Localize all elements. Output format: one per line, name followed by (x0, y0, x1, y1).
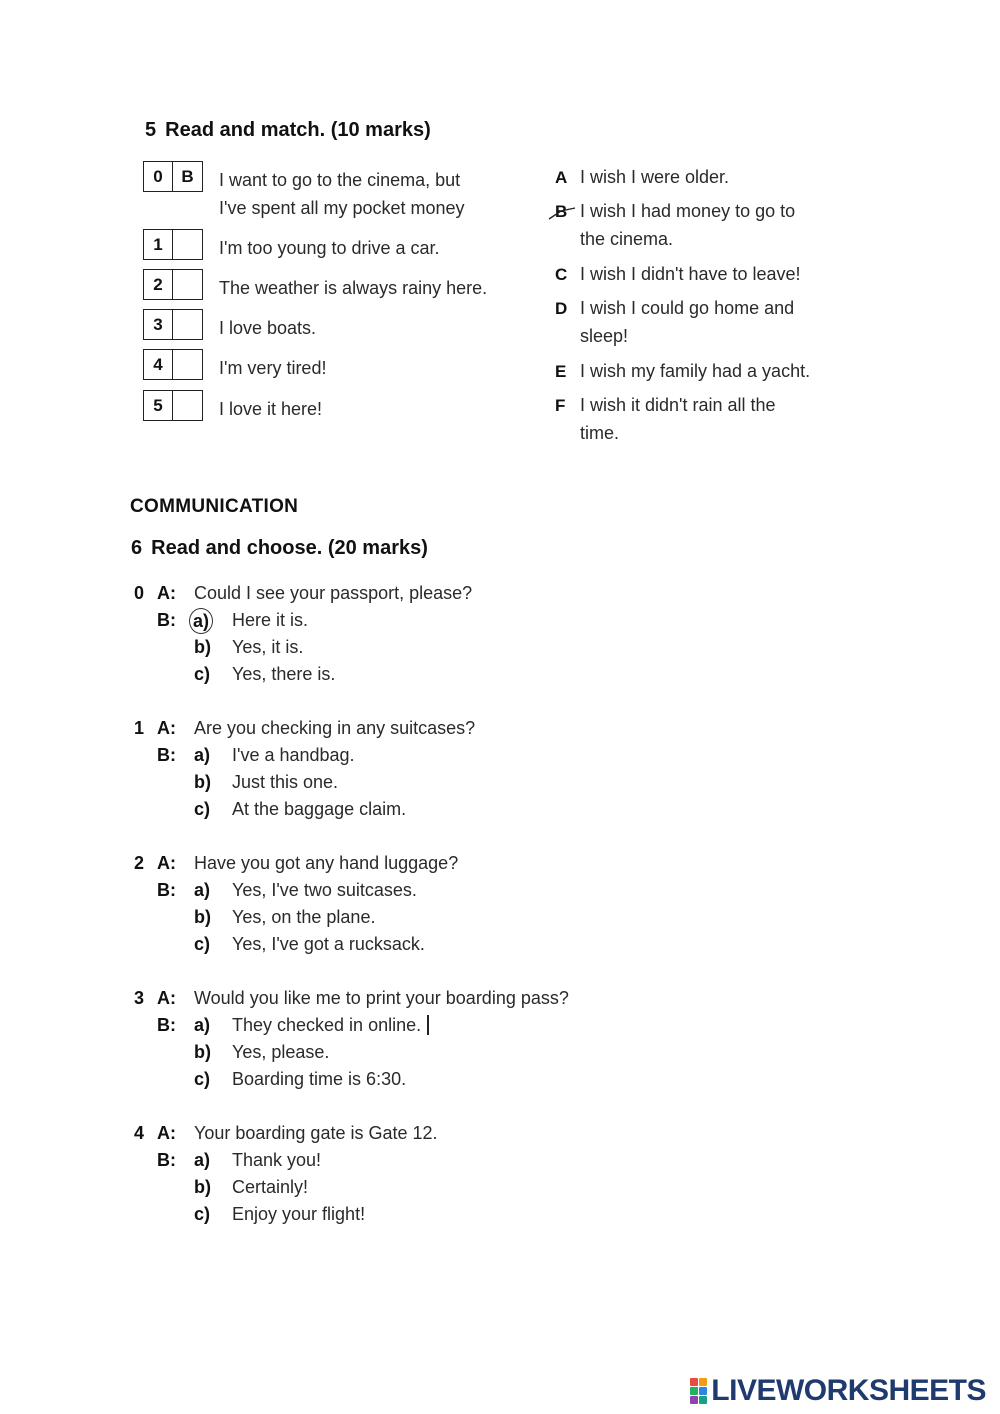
question-prompt: Could I see your passport, please? (194, 583, 473, 603)
option-text-c (580, 260, 840, 288)
answer-input-2[interactable] (173, 270, 202, 299)
choice-text: Here it is. (232, 610, 309, 630)
answer-box-3 (143, 309, 203, 340)
choice-2-b[interactable]: b) (194, 907, 211, 927)
answer-input-4[interactable] (173, 350, 202, 379)
answer-box-1 (143, 229, 203, 260)
logo-square (690, 1396, 698, 1404)
answer-box-number: 3 (144, 310, 173, 339)
answer-box-5 (143, 390, 203, 421)
option-letter-f: F (555, 396, 566, 415)
match-prompt-2: The weather is always rainy here. (219, 278, 488, 298)
logo-square (699, 1378, 707, 1386)
choice-1-b[interactable]: b) (194, 772, 211, 792)
question-number: 4 (134, 1123, 145, 1143)
choice-text[interactable]: I've a handbag. (232, 745, 355, 765)
speaker-a-label: A: (157, 583, 176, 603)
choice-text[interactable]: Thank you! (232, 1150, 322, 1170)
option-letter-b (555, 202, 567, 222)
question-prompt: Are you checking in any suitcases? (194, 718, 476, 738)
answer-input-1[interactable] (173, 230, 202, 259)
option-letter-c: C (555, 265, 568, 284)
match-prompt-0 (219, 166, 465, 222)
answer-box-4 (143, 349, 203, 380)
logo-grid-icon (690, 1378, 707, 1404)
choice-text[interactable]: Yes, I've got a rucksack. (232, 934, 425, 954)
choice-3-a[interactable]: a) (194, 1015, 211, 1035)
choice-text[interactable]: They checked in online. (232, 1015, 422, 1035)
choice-1-c[interactable]: c) (194, 799, 211, 819)
option-text-f (580, 391, 840, 447)
match-prompt-5: I love it here! (219, 399, 323, 419)
section-6-heading (131, 537, 428, 560)
choice-text[interactable]: Boarding time is 6:30. (232, 1069, 407, 1089)
match-prompt-3: I love boats. (219, 318, 317, 338)
option-line: the cinema. (580, 229, 674, 249)
logo-square (690, 1378, 698, 1386)
choice-4-b[interactable]: b) (194, 1177, 211, 1197)
match-prompt-4: I'm very tired! (219, 358, 327, 378)
question-number: 1 (134, 718, 145, 738)
option-line: I wish I didn't have to leave! (580, 264, 801, 284)
speaker-b-label: B: (157, 1150, 176, 1170)
section-6-title: Read and choose. (20 marks) (151, 537, 428, 559)
choice-4-c[interactable]: c) (194, 1204, 211, 1224)
choice-3-a-row[interactable] (232, 1011, 429, 1039)
question-prompt: Have you got any hand luggage? (194, 853, 459, 873)
choice-text[interactable]: Certainly! (232, 1177, 309, 1197)
logo-square (699, 1396, 707, 1404)
speaker-a-label: A: (157, 988, 176, 1008)
section-6-number: 6 (131, 537, 143, 559)
choice-text[interactable]: Just this one. (232, 772, 339, 792)
option-line: I wish it didn't rain all the (580, 395, 776, 415)
choice-text[interactable]: Yes, I've two suitcases. (232, 880, 417, 900)
communication-heading: COMMUNICATION (130, 496, 299, 517)
speaker-b-label: B: (157, 610, 176, 630)
match-prompt-1: I'm too young to drive a car. (219, 238, 440, 258)
speaker-a-label: A: (157, 1123, 176, 1143)
choice-text[interactable]: Enjoy your flight! (232, 1204, 366, 1224)
answer-box-example-value: B (181, 166, 194, 186)
choice-1-a[interactable]: a) (194, 745, 211, 765)
answer-input-3[interactable] (173, 310, 202, 339)
option-letter-a: A (555, 168, 568, 187)
section-5-title: Read and match. (10 marks) (165, 119, 431, 141)
option-line: I wish I were older. (580, 167, 730, 187)
liveworksheets-logo[interactable] (690, 1374, 986, 1408)
question-number: 3 (134, 988, 145, 1008)
choice-2-c[interactable]: c) (194, 934, 211, 954)
option-letter-e: E (555, 362, 567, 381)
section-5-number: 5 (145, 119, 157, 141)
answer-input-5[interactable] (173, 391, 202, 420)
choice-0-b: b) (194, 637, 211, 657)
question-prompt: Your boarding gate is Gate 12. (194, 1123, 438, 1143)
option-line: I wish I had money to go to (580, 201, 796, 221)
choice-0-a-circled: a) (189, 608, 213, 634)
option-line: I wish I could go home and (580, 298, 795, 318)
option-line: time. (580, 423, 620, 443)
choice-text[interactable]: Yes, please. (232, 1042, 330, 1062)
answer-box-0 (143, 161, 203, 192)
text-cursor (427, 1015, 429, 1035)
answer-box-number: 0 (144, 162, 173, 191)
option-text-b (580, 197, 840, 253)
speaker-a-label: A: (157, 853, 176, 873)
logo-square (690, 1387, 698, 1395)
answer-box-2 (143, 269, 203, 300)
choice-4-a[interactable]: a) (194, 1150, 211, 1170)
choice-2-a[interactable]: a) (194, 880, 211, 900)
answer-box-number: 4 (144, 350, 173, 379)
match-prompt-line: I've spent all my pocket money (219, 198, 465, 218)
speaker-a-label: A: (157, 718, 176, 738)
choice-text: Yes, there is. (232, 664, 336, 684)
question-number: 2 (134, 853, 145, 873)
option-line: I wish my family had a yacht. (580, 361, 811, 381)
match-prompt-line: I want to go to the cinema, but (219, 170, 461, 190)
option-letter-b-text: B (555, 202, 568, 221)
option-letter-d: D (555, 299, 568, 318)
option-line: sleep! (580, 326, 629, 346)
question-prompt: Would you like me to print your boarding pass? (194, 988, 569, 1008)
choice-text[interactable]: At the baggage claim. (232, 799, 407, 819)
choice-3-b[interactable]: b) (194, 1042, 211, 1062)
answer-box-number: 5 (144, 391, 173, 420)
choice-3-c[interactable]: c) (194, 1069, 211, 1089)
choice-0-c: c) (194, 664, 211, 684)
speaker-b-label: B: (157, 745, 176, 765)
logo-square (699, 1387, 707, 1395)
strikethrough-mark-icon (547, 204, 581, 222)
logo-text: LIVEWORKSHEETS (711, 1374, 986, 1407)
answer-box-number: 2 (144, 270, 173, 299)
question-number: 0 (134, 583, 145, 603)
speaker-b-label: B: (157, 880, 176, 900)
answer-box-number: 1 (144, 230, 173, 259)
speaker-b-label: B: (157, 1015, 176, 1035)
option-text-d (580, 294, 840, 350)
choice-text: Yes, it is. (232, 637, 304, 657)
option-text-e (580, 357, 840, 385)
section-5-heading (145, 119, 431, 142)
option-text-a (580, 163, 840, 191)
choice-text[interactable]: Yes, on the plane. (232, 907, 376, 927)
